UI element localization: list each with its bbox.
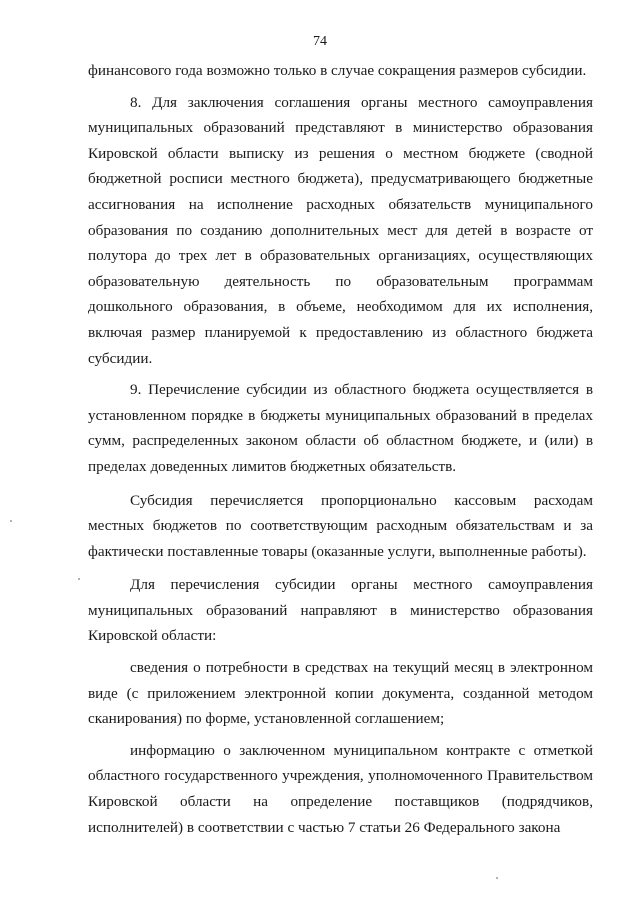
document-body	[88, 58, 593, 840]
scan-speck	[496, 877, 498, 879]
paragraph-contract-info: информацию о заключенном муниципальном контракте с отметкой областного государственного учреждения, уполномоченного Правительством Кировской области на определение поставщиков (подрядчиков, исполнителей) в соответствии с частью 7 статьи 26 Федерального закона	[88, 741, 593, 836]
paragraph-subsidy-transfer: Субсидия перечисляется пропорционально кассовым расходам местных бюджетов по соответствующим расходным обязательствам и за фактически поставленные товары (оказанные услуги, выполненные работы).	[88, 491, 593, 560]
scan-speck	[10, 520, 12, 522]
page-number: 74	[313, 34, 327, 49]
paragraph-item-9: 9. Перечисление субсидии из областного бюджета осуществляется в установленном порядке в бюджеты муниципальных образований в пределах сумм, распределенных законом области об областном бюджете, и (или) в пределах доведенных лимитов бюджетных обязательств.	[88, 381, 593, 475]
paragraph-funding-needs: сведения о потребности в средствах на текущий месяц в электронном виде (с приложением электронной копии документа, созданной методом сканирования) по форме, установленной соглашением;	[88, 659, 593, 728]
paragraph-item-8: 8. Для заключения соглашения органы местного самоуправления муниципальных образований представляют в министерство образования Кировской области выписку из решения о местном бюджете (сводной бюджетной росписи местного бюджета), предусматривающего бюджетные ассигнования на исполнение расходных обязательств муниципального образования по созданию дополнительных мест для детей в возрасте от полутора до трех лет в образовательных организациях, осуществляющих образовательную деятельность по образовательным программам дошкольного образования, в объеме, необходимом для их исполнения, включая размер планируемой к предоставлению из областного бюджета субсидии.	[88, 93, 593, 367]
paragraph-continuation: финансового года возможно только в случае сокращения размеров субсидии.	[88, 62, 587, 79]
paragraph-transfer-documents: Для перечисления субсидии органы местного самоуправления муниципальных образований направляют в министерство образования Кировской области:	[88, 576, 593, 645]
scan-speck	[78, 578, 80, 580]
